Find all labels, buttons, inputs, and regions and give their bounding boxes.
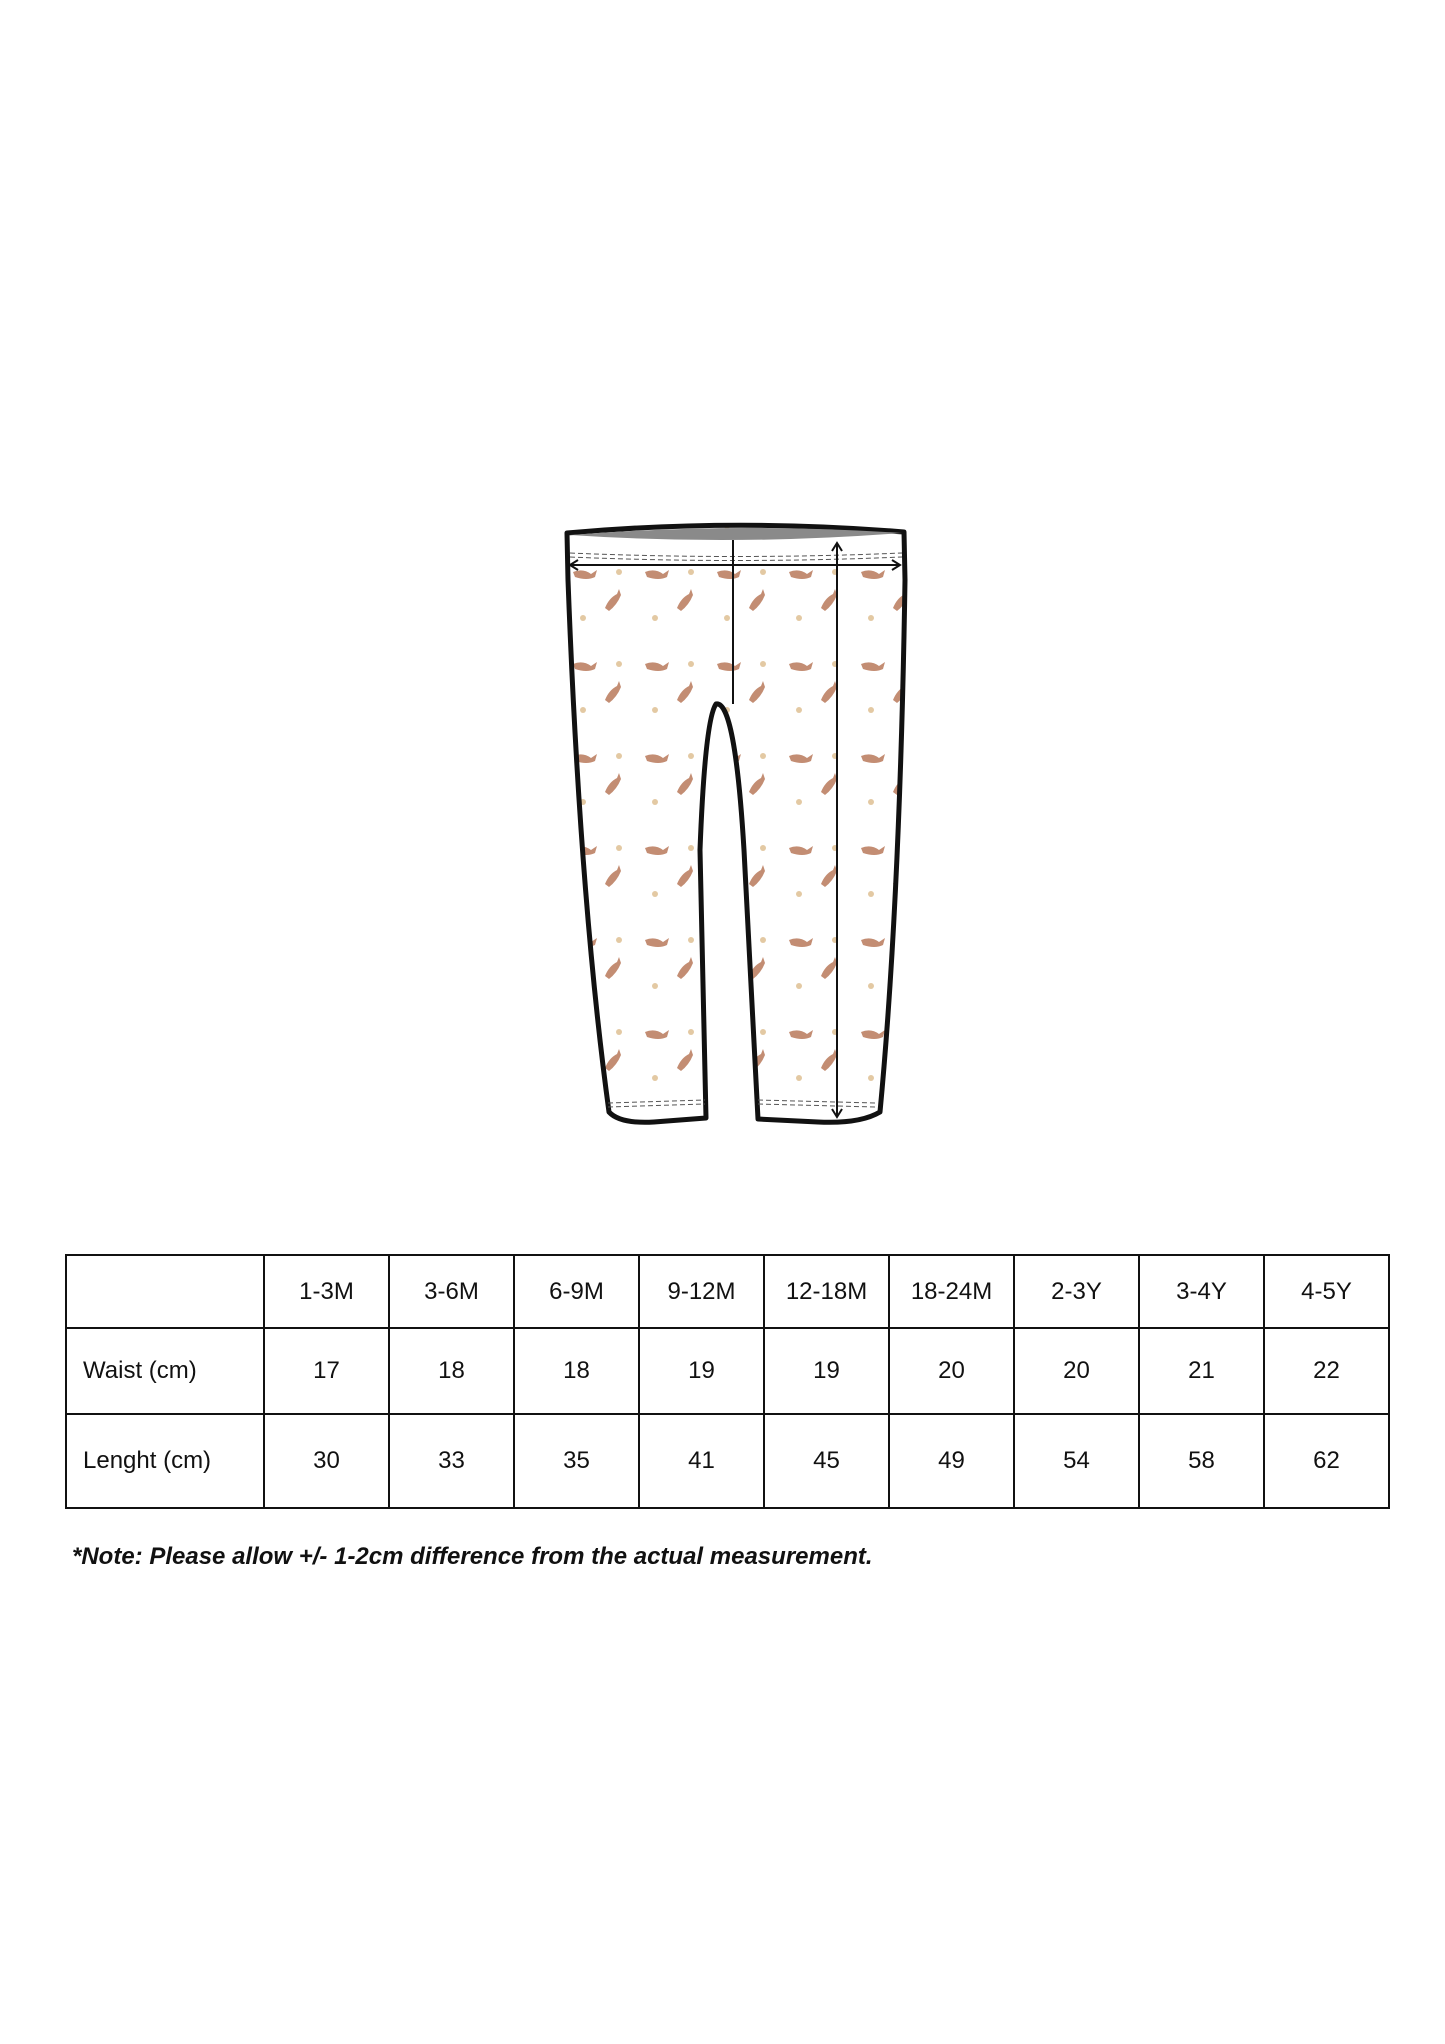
size-header: 6-9M <box>514 1255 639 1328</box>
waist-cell: 22 <box>1264 1328 1389 1414</box>
length-cell: 49 <box>889 1414 1014 1508</box>
waist-cell: 19 <box>764 1328 889 1414</box>
size-header: 3-4Y <box>1139 1255 1264 1328</box>
length-cell: 62 <box>1264 1414 1389 1508</box>
measurement-note: *Note: Please allow +/- 1-2cm difference from the actual measurement. <box>72 1543 873 1570</box>
waist-cell: 20 <box>1014 1328 1139 1414</box>
size-header-row <box>66 1255 1389 1328</box>
size-header: 12-18M <box>764 1255 889 1328</box>
waist-cell: 18 <box>514 1328 639 1414</box>
size-header: 3-6M <box>389 1255 514 1328</box>
size-chart-table <box>65 1254 1390 1509</box>
waist-cell: 21 <box>1139 1328 1264 1414</box>
length-cell: 33 <box>389 1414 514 1508</box>
corner-cell <box>66 1255 264 1328</box>
size-header: 18-24M <box>889 1255 1014 1328</box>
size-header: 9-12M <box>639 1255 764 1328</box>
leggings <box>567 525 905 1122</box>
waist-row <box>66 1328 1389 1414</box>
waist-cell: 18 <box>389 1328 514 1414</box>
length-cell: 54 <box>1014 1414 1139 1508</box>
size-header: 1-3M <box>264 1255 389 1328</box>
waist-cell: 17 <box>264 1328 389 1414</box>
length-cell: 41 <box>639 1414 764 1508</box>
leggings-outline <box>567 525 905 1122</box>
length-row <box>66 1414 1389 1508</box>
size-header: 2-3Y <box>1014 1255 1139 1328</box>
length-cell: 30 <box>264 1414 389 1508</box>
waist-cell: 20 <box>889 1328 1014 1414</box>
size-header: 4-5Y <box>1264 1255 1389 1328</box>
waist-cell: 19 <box>639 1328 764 1414</box>
row-label: Waist (cm) <box>66 1328 264 1414</box>
length-cell: 35 <box>514 1414 639 1508</box>
row-label: Lenght (cm) <box>66 1414 264 1508</box>
length-cell: 58 <box>1139 1414 1264 1508</box>
length-cell: 45 <box>764 1414 889 1508</box>
